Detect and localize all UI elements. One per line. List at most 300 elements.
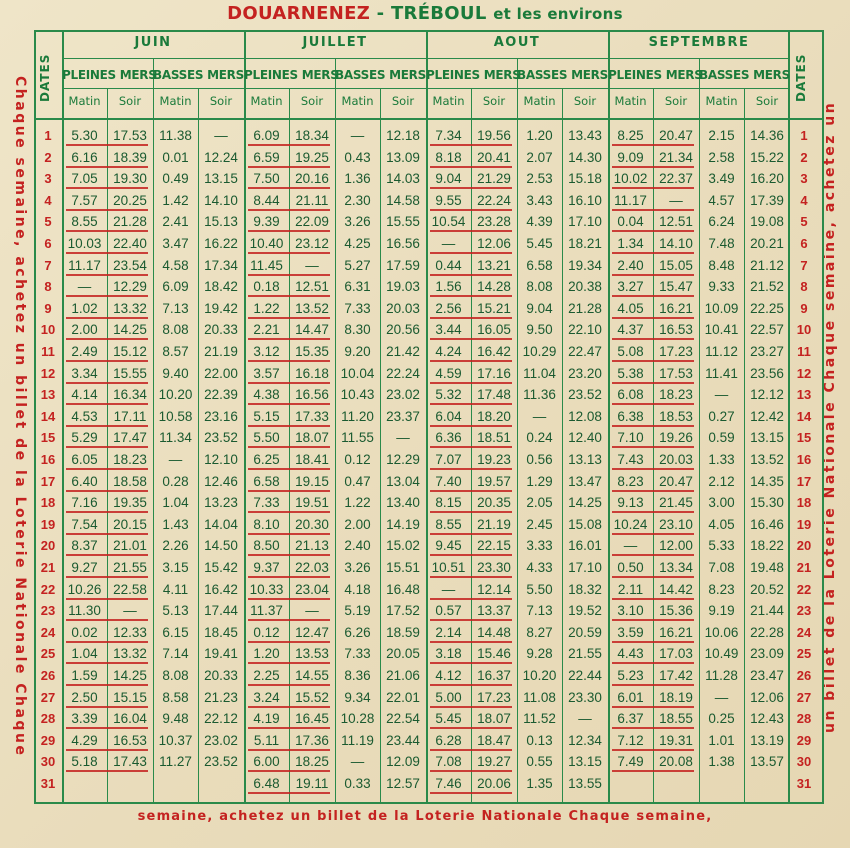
tide-time: 2.41 xyxy=(162,214,189,230)
tide-time: 13.19 xyxy=(750,732,784,748)
tide-time: 0.28 xyxy=(162,473,189,489)
tide-time: 2.30 xyxy=(344,192,371,208)
date-number: 14 xyxy=(40,408,56,424)
tide-time: 11.41 xyxy=(705,365,738,381)
tide-time: 18.47 xyxy=(477,732,511,748)
date-number: 11 xyxy=(41,344,55,359)
tide-time: 17.23 xyxy=(477,689,511,705)
tide-time xyxy=(608,773,653,794)
date-number: 31 xyxy=(40,776,56,791)
date-number: 20 xyxy=(40,538,56,554)
title-dash: - xyxy=(370,3,391,24)
tide-time: 4.57 xyxy=(708,192,735,208)
tide-time: — xyxy=(214,128,228,143)
left-margin-slogan: Chaque semaine, achetez un billet de la Loterie Nationale Chaque xyxy=(12,76,28,758)
tide-time: 11.19 xyxy=(341,732,374,748)
tide-time: 7.13 xyxy=(526,603,553,619)
tide-time: 12.29 xyxy=(386,452,420,467)
tide-time: 1.36 xyxy=(344,171,371,187)
tide-time: 15.18 xyxy=(568,171,602,187)
tide-time: 23.02 xyxy=(386,387,420,403)
date-number: 24 xyxy=(796,624,812,640)
tide-time: 17.10 xyxy=(568,214,602,230)
tide-time: 6.38 xyxy=(617,408,644,424)
tide-time: 9.45 xyxy=(435,538,462,554)
tide-time: 17.23 xyxy=(659,344,693,359)
tide-time: 1.04 xyxy=(162,495,189,511)
morning-label: Matin xyxy=(432,94,465,108)
tide-time: 13.55 xyxy=(568,776,602,791)
date-number: 22 xyxy=(796,581,812,597)
tide-time: 15.52 xyxy=(295,689,329,705)
tide-time: 3.57 xyxy=(253,365,280,381)
tide-time: 14.25 xyxy=(113,322,147,338)
date-number: 1 xyxy=(44,128,52,143)
tide-time: 15.35 xyxy=(295,344,329,359)
tide-time: 18.55 xyxy=(659,711,693,727)
tide-time: 10.33 xyxy=(249,581,284,597)
tide-time: 4.11 xyxy=(162,581,189,597)
high-tide-header: PLEINES MERS xyxy=(244,68,339,82)
date-number: 17 xyxy=(40,473,56,489)
tide-time: 4.14 xyxy=(71,387,98,403)
tide-time: 12.57 xyxy=(386,776,420,791)
date-number: 4 xyxy=(800,192,808,208)
date-number: 18 xyxy=(796,495,812,511)
tide-time: 0.02 xyxy=(71,624,98,640)
tide-time xyxy=(699,773,744,794)
tide-time: 18.23 xyxy=(659,387,693,403)
date-number: 6 xyxy=(800,236,808,251)
tide-time: 4.37 xyxy=(617,322,644,338)
tide-time: 1.22 xyxy=(344,495,371,511)
right-margin-slogan: un billet de la Loterie Nationale Chaque semaine, achetez un xyxy=(822,100,838,734)
tide-time: 5.50 xyxy=(253,430,280,446)
tide-time: 19.42 xyxy=(204,300,238,316)
tide-time: — xyxy=(532,408,547,424)
tide-time: 0.44 xyxy=(435,257,462,273)
tide-time: 12.14 xyxy=(477,581,511,597)
tide-time: 7.46 xyxy=(435,776,462,791)
tide-time: 3.10 xyxy=(617,603,644,619)
tide-time: 16.22 xyxy=(204,236,238,251)
high-tide-header: PLEINES MERS xyxy=(426,68,521,82)
tide-time: 2.07 xyxy=(526,149,553,165)
tide-time: 10.37 xyxy=(158,732,193,748)
tide-time: 16.42 xyxy=(204,581,238,597)
tide-time: 8.55 xyxy=(435,516,462,532)
tide-time: 14.55 xyxy=(295,668,329,683)
tide-time: 13.09 xyxy=(386,149,420,165)
tide-time: 15.02 xyxy=(386,538,420,554)
tide-time: — xyxy=(578,711,592,727)
tide-time: 3.49 xyxy=(708,171,735,187)
tide-time: 12.09 xyxy=(386,754,420,770)
tide-time: 13.15 xyxy=(568,754,602,770)
tide-time: 8.44 xyxy=(253,192,280,208)
tide-time: 19.31 xyxy=(659,732,693,748)
tide-time: 22.10 xyxy=(568,322,602,338)
tide-time: 14.48 xyxy=(477,624,511,640)
tide-time: 10.51 xyxy=(431,560,466,575)
morning-label: Matin xyxy=(705,94,738,108)
tide-time: 2.26 xyxy=(162,538,189,554)
tide-time: 10.40 xyxy=(249,236,284,251)
tide-time: 2.56 xyxy=(435,300,462,316)
tide-time: 7.49 xyxy=(617,754,644,770)
tide-time: 8.15 xyxy=(435,495,462,511)
tide-time: 20.03 xyxy=(386,300,420,316)
tide-time: 8.55 xyxy=(71,214,98,230)
tide-table xyxy=(34,30,824,803)
tide-time: 2.45 xyxy=(526,516,553,532)
evening-label: Soir xyxy=(300,94,324,108)
tide-time: 13.47 xyxy=(568,473,602,489)
low-tide-header: BASSES MERS xyxy=(699,68,790,82)
tide-time: 7.10 xyxy=(617,430,644,446)
tide-time: 16.21 xyxy=(659,300,693,316)
tide-time: 1.35 xyxy=(526,776,553,791)
tide-time: 9.39 xyxy=(253,214,280,230)
tide-time: 0.33 xyxy=(344,776,371,791)
tide-time: 4.18 xyxy=(344,581,371,597)
dates-head-right: DATES xyxy=(794,53,808,103)
tide-time: 3.24 xyxy=(253,689,280,705)
date-number: 3 xyxy=(800,171,808,187)
tide-time: 23.28 xyxy=(477,214,511,230)
tide-time: 2.58 xyxy=(708,149,735,165)
title-rest: et les environs xyxy=(493,5,623,23)
tide-time: 5.19 xyxy=(344,603,371,619)
tide-time: 13.52 xyxy=(295,300,329,316)
tide-time: 21.42 xyxy=(386,344,420,359)
tide-time: 22.58 xyxy=(113,581,147,597)
date-number: 3 xyxy=(44,171,52,187)
tide-time: 7.33 xyxy=(344,646,371,662)
tide-time: 17.42 xyxy=(659,668,693,683)
underline-mark xyxy=(430,792,512,794)
tide-time: 3.15 xyxy=(162,560,189,575)
tide-time: 12.08 xyxy=(568,408,602,424)
morning-label: Matin xyxy=(250,94,283,108)
tide-time: 18.25 xyxy=(295,754,329,770)
tide-time: 21.45 xyxy=(659,495,693,511)
tide-time: 23.20 xyxy=(568,365,602,381)
date-number: 19 xyxy=(796,516,812,532)
tide-time: 7.08 xyxy=(708,560,735,575)
tide-time: 11.28 xyxy=(705,668,738,683)
tide-time: 13.23 xyxy=(204,495,238,511)
date-number: 15 xyxy=(40,430,56,446)
tide-time: 1.34 xyxy=(617,236,644,251)
tide-time: 20.59 xyxy=(568,624,602,640)
tide-time: 14.30 xyxy=(568,149,602,165)
tide-time: 12.24 xyxy=(204,149,238,165)
tide-time: 14.19 xyxy=(386,516,420,532)
tide-time: 14.10 xyxy=(204,192,238,208)
tide-time: 6.09 xyxy=(253,128,280,143)
tide-time: 9.33 xyxy=(708,279,735,295)
tide-time: 2.00 xyxy=(344,516,371,532)
tide-time: 0.59 xyxy=(708,430,735,446)
tide-time: 1.56 xyxy=(435,279,462,295)
tide-time: 16.46 xyxy=(750,516,784,532)
date-number: 4 xyxy=(44,192,52,208)
tide-time: 1.38 xyxy=(708,754,735,770)
tide-time: 21.19 xyxy=(204,344,238,359)
tide-time: 9.13 xyxy=(617,495,644,511)
evening-label: Soir xyxy=(391,94,415,108)
morning-label: Matin xyxy=(68,94,101,108)
grid-line xyxy=(34,118,824,120)
tide-time: 0.25 xyxy=(708,711,735,727)
tide-time: 8.30 xyxy=(344,322,371,338)
tide-time: 11.17 xyxy=(68,257,101,273)
tide-time: 22.54 xyxy=(386,711,420,727)
tide-time: 1.01 xyxy=(708,732,735,748)
date-number: 20 xyxy=(796,538,812,554)
tide-time: 9.34 xyxy=(344,689,371,705)
tide-time: 8.08 xyxy=(162,668,189,683)
tide-time: 18.59 xyxy=(386,624,420,640)
tide-time: 13.21 xyxy=(477,257,511,273)
tide-time: 6.26 xyxy=(344,624,371,640)
tide-time: 10.26 xyxy=(67,581,102,597)
tide-time: 17.34 xyxy=(204,257,238,273)
date-number: 9 xyxy=(800,300,808,316)
date-number: 22 xyxy=(40,581,56,597)
tide-time: 23.37 xyxy=(386,408,420,424)
tide-time: 2.40 xyxy=(344,538,371,554)
tide-time: 21.55 xyxy=(113,560,147,575)
tide-time: 21.52 xyxy=(750,279,784,295)
tide-time: 19.34 xyxy=(568,257,602,273)
tide-time: 22.24 xyxy=(477,192,511,208)
tide-time: 14.36 xyxy=(750,128,784,143)
tide-time: 6.40 xyxy=(71,473,98,489)
tide-time: 23.44 xyxy=(386,732,420,748)
tide-time: 21.28 xyxy=(113,214,147,230)
tide-time: 16.53 xyxy=(659,322,693,338)
tide-time: 16.34 xyxy=(113,387,147,403)
tide-time: 23.52 xyxy=(204,754,238,770)
tide-time: 13.52 xyxy=(750,452,784,467)
date-number: 28 xyxy=(796,711,812,727)
tide-time: 21.01 xyxy=(113,538,147,554)
tide-time: 0.50 xyxy=(617,560,644,575)
tide-time: 22.37 xyxy=(659,171,693,187)
morning-label: Matin xyxy=(159,94,192,108)
tide-time: 14.25 xyxy=(113,668,147,683)
tide-time: 13.32 xyxy=(113,300,147,316)
tide-time: 18.19 xyxy=(659,689,693,705)
tide-time: — xyxy=(714,387,729,403)
date-number: 11 xyxy=(797,344,811,359)
tide-time: 3.47 xyxy=(162,236,189,251)
tide-time: 12.18 xyxy=(386,128,420,143)
tide-time: 14.35 xyxy=(750,473,784,489)
tide-time: 7.16 xyxy=(71,495,98,511)
tide-time: 15.15 xyxy=(113,689,147,705)
tide-time: 9.04 xyxy=(435,171,462,187)
tide-time: 16.56 xyxy=(386,236,420,251)
tide-time: 11.52 xyxy=(523,711,556,727)
tide-time: 20.03 xyxy=(659,452,693,467)
date-number: 31 xyxy=(796,776,812,791)
tide-time: 11.55 xyxy=(341,430,374,446)
tide-time: 5.38 xyxy=(617,365,644,381)
tide-time: 20.52 xyxy=(750,581,784,597)
tide-time: 19.35 xyxy=(113,495,147,511)
tide-time: 13.43 xyxy=(568,128,602,143)
tide-time: 0.57 xyxy=(435,603,462,619)
tide-time: 7.48 xyxy=(708,236,735,251)
low-tide-header: BASSES MERS xyxy=(517,68,608,82)
tide-time: 0.56 xyxy=(526,452,553,467)
tide-time: 21.34 xyxy=(659,149,693,165)
date-number: 25 xyxy=(796,646,812,662)
tide-time: 8.23 xyxy=(617,473,644,489)
tide-time: 20.35 xyxy=(477,495,511,511)
tide-time: 8.50 xyxy=(253,538,280,554)
tide-time: 15.12 xyxy=(113,344,147,359)
tide-time: 16.21 xyxy=(659,624,693,640)
tide-time: 2.00 xyxy=(71,322,98,338)
tide-time: 6.28 xyxy=(435,732,462,748)
tide-time: 4.59 xyxy=(435,365,462,381)
tide-time: 9.09 xyxy=(617,149,644,165)
tide-time: 6.16 xyxy=(71,149,98,165)
tide-time: 8.08 xyxy=(526,279,553,295)
tide-time: 23.09 xyxy=(750,646,784,662)
tide-time: 2.15 xyxy=(708,128,735,143)
tide-time: 20.06 xyxy=(477,776,511,791)
tide-time: 20.08 xyxy=(659,754,693,770)
tide-time: 8.25 xyxy=(617,128,644,143)
tide-time: 14.03 xyxy=(386,171,420,187)
tide-time: 15.42 xyxy=(204,560,238,575)
tide-time: 19.27 xyxy=(477,754,511,770)
tide-time: 10.06 xyxy=(704,624,739,640)
tide-time: 8.58 xyxy=(162,689,189,705)
tide-time: 7.54 xyxy=(71,516,98,532)
tide-time: 18.32 xyxy=(568,581,602,597)
tide-time: 21.19 xyxy=(477,516,511,532)
tide-time: 19.30 xyxy=(113,171,147,187)
tide-time: — xyxy=(714,689,729,705)
tide-time: 17.36 xyxy=(295,732,329,748)
tide-time: 23.47 xyxy=(750,668,784,683)
tide-time: 2.49 xyxy=(71,344,98,359)
low-tide-header: BASSES MERS xyxy=(335,68,426,82)
tide-time: 22.39 xyxy=(204,387,238,403)
tide-time: 18.07 xyxy=(295,430,329,446)
tide-time xyxy=(107,773,153,794)
tide-time: 21.23 xyxy=(204,689,238,705)
tide-time: 23.54 xyxy=(113,257,147,273)
tide-time: 13.57 xyxy=(750,754,784,770)
tide-time: 23.16 xyxy=(204,408,238,424)
tide-time: 21.06 xyxy=(386,668,420,683)
tide-time: 20.56 xyxy=(386,322,420,338)
tide-time: 14.28 xyxy=(477,279,511,295)
grid-line xyxy=(62,58,790,59)
tide-time: 5.13 xyxy=(162,603,189,619)
tide-time: 11.27 xyxy=(159,754,192,770)
dates-head-left: DATES xyxy=(38,53,52,103)
tide-time: 3.39 xyxy=(71,711,98,727)
tide-time: 15.21 xyxy=(477,300,511,316)
tide-time: 5.45 xyxy=(435,711,462,727)
tide-time: 2.12 xyxy=(708,473,735,489)
tide-time: 4.25 xyxy=(344,236,371,251)
tide-time: 2.50 xyxy=(71,689,98,705)
underline-mark xyxy=(248,792,330,794)
tide-time: 18.51 xyxy=(477,430,511,446)
tide-time: 12.47 xyxy=(295,624,329,640)
tide-time: 13.53 xyxy=(295,646,329,662)
tide-time: 15.13 xyxy=(204,214,238,230)
tide-time: 7.34 xyxy=(435,128,462,143)
tide-time: 18.58 xyxy=(113,473,147,489)
tide-time: 22.01 xyxy=(386,689,420,705)
date-number: 5 xyxy=(44,214,52,230)
tide-time: 18.39 xyxy=(113,149,147,165)
tide-time: — xyxy=(305,257,319,273)
tide-time: 17.03 xyxy=(659,646,693,662)
tide-time: 21.28 xyxy=(568,300,602,316)
tide-time: 11.34 xyxy=(159,430,192,446)
bottom-slogan: semaine, achetez un billet de la Loterie Nationale Chaque semaine, xyxy=(137,809,713,824)
tide-time: 6.08 xyxy=(617,387,644,403)
date-number: 13 xyxy=(796,387,812,403)
date-number: 2 xyxy=(800,149,808,165)
tide-time: 13.04 xyxy=(386,473,420,489)
tide-time: 0.24 xyxy=(526,430,553,446)
tide-time: 16.01 xyxy=(568,538,602,554)
tide-time: 15.55 xyxy=(386,214,420,230)
tide-time: 22.12 xyxy=(204,711,238,727)
tide-time: 9.20 xyxy=(344,344,371,359)
tide-time: 18.41 xyxy=(295,452,329,467)
date-number: 2 xyxy=(44,149,52,165)
tide-time: 15.46 xyxy=(477,646,511,662)
date-number: 24 xyxy=(40,624,56,640)
date-number: 26 xyxy=(796,668,812,683)
tide-time: — xyxy=(623,538,638,554)
tide-time: 8.27 xyxy=(526,624,553,640)
tide-time: 8.57 xyxy=(162,344,189,359)
date-number: 29 xyxy=(796,732,812,748)
tide-time: 4.05 xyxy=(617,300,644,316)
tide-time: 9.27 xyxy=(71,560,98,575)
tide-time: 1.33 xyxy=(708,452,735,467)
date-number: 1 xyxy=(800,128,808,143)
tide-time: 17.10 xyxy=(568,560,602,575)
date-number: 16 xyxy=(796,452,812,467)
date-number: 10 xyxy=(796,322,812,338)
date-number: 28 xyxy=(40,711,56,727)
grid-line xyxy=(62,88,790,89)
evening-label: Soir xyxy=(573,94,597,108)
tide-time: 7.13 xyxy=(162,300,189,316)
tide-time: 23.56 xyxy=(750,365,784,381)
tide-time: 5.18 xyxy=(71,754,98,770)
tide-time: 2.14 xyxy=(435,624,462,640)
date-number: 12 xyxy=(796,365,812,381)
tide-time: 7.12 xyxy=(617,732,644,748)
tide-time: 6.24 xyxy=(708,214,735,230)
